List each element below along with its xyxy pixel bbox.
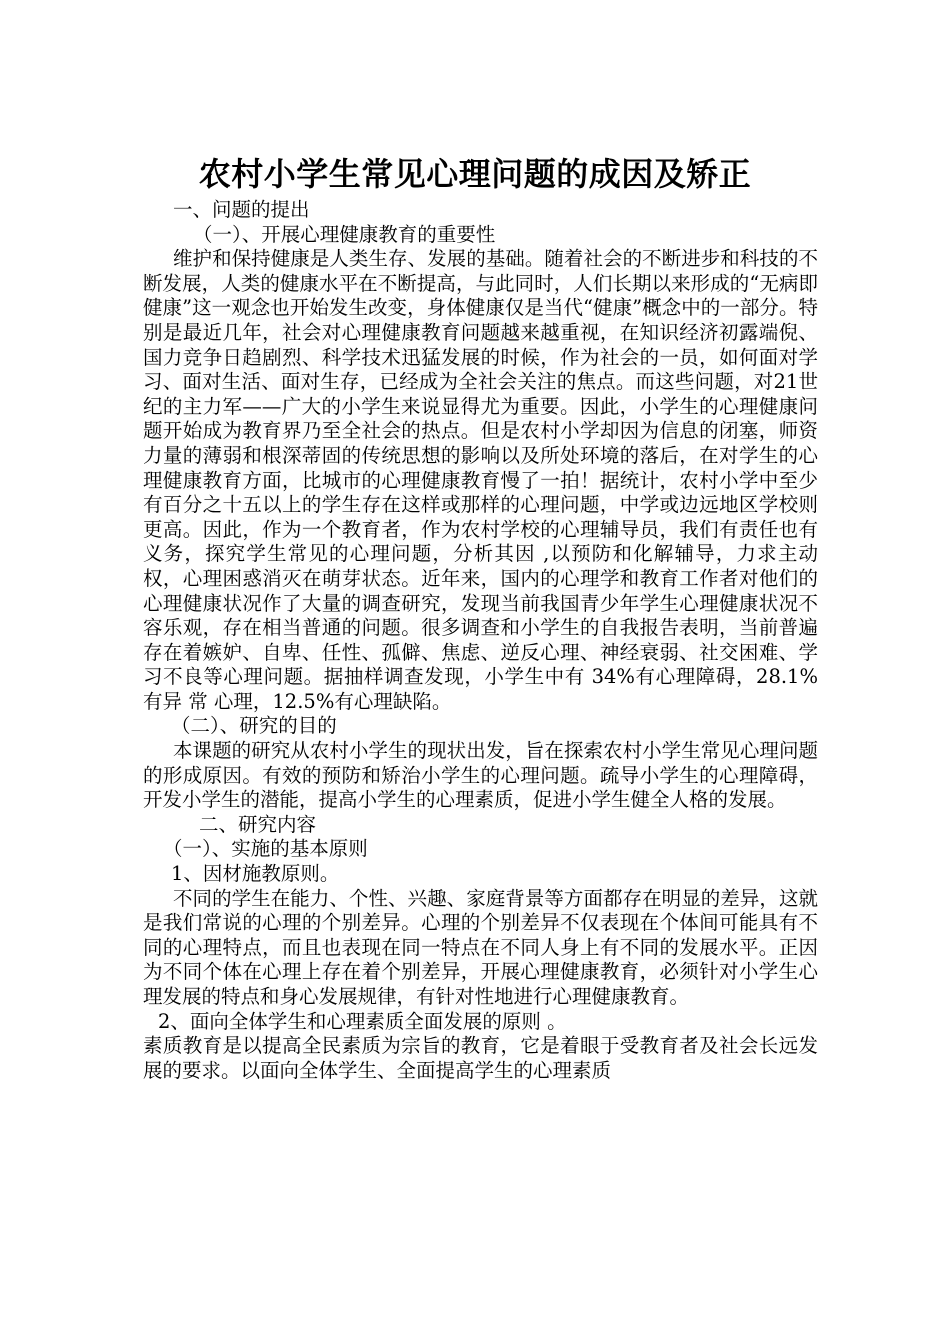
section-heading-1: 一、问题的提出	[173, 198, 310, 221]
subsection-heading-3: （一）、实施的基本原则	[163, 837, 368, 861]
paragraph-3: 不同的学生在能力、个性、兴趣、家庭背景等方面都存在明显的差异，这就是我们常说的心理的个别差异。心理的个别差异不仅表现在个体间可能具有不同的心理特点，而且也表现在同一特点在不同人身上有不同的发展水平。正因为不同个体在心理上存在着个别差异，开展心理健康教育，必须针对小学生心理发展的特点和身心发展规律，有针对性地进行心理健康教育。	[143, 886, 818, 1008]
paragraph-2: 本课题的研究从农村小学生的现状出发，旨在探索农村小学生常见心理问题的形成原因。有效的预防和矫治小学生的心理问题。疏导小学生的心理障碍，开发小学生的潜能，提高小学生的心理素质，促进小学生健全人格的发展。	[143, 739, 818, 812]
subsection-heading-2: （二）、研究的目的	[171, 714, 337, 738]
section-heading-2: 二、研究内容	[199, 812, 317, 836]
paragraph-1: 维护和保持健康是人类生存、发展的基础。随着社会的不断进步和科技的不断发展，人类的健康水平在不断提高，与此同时，人们长期以来形成的“无病即健康”这一观念也开始发生改变，身体健康仅是当代“健康”概念中的一部分。特别是最近几年，社会对心理健康教育问题越来越重视，在知识经济初露端倪、国力竞争日趋剧烈、科学技术迅猛发展的时候，作为社会的一员，如何面对学习、面对生活、面对生存，已经成为全社会关注的焦点。而这些问题，对21世纪的主力军——广大的小学生来说显得尤为重要。因此，小学生的心理健康问题开始成为教育界乃至全社会的热点。但是农村小学却因为信息的闭塞，师资力量的薄弱和根深蒂固的传统思想的影响以及所处环境的落后，在对学生的心理健康教育方面，比城市的心理健康教育慢了一拍！据统计，农村小学中至少有百分之十五以上的学生存在这样或那样的心理问题，中学或边远地区学校则更高。因此，作为一个教育者，作为农村学校的心理辅导员，我们有责任也有义务，探究学生常见的心理问题，分析其因 ,以预防和化解辅导，力求主动权，心理困惑消灭在萌芽状态。近年来，国内的心理学和教育工作者对他们的心理健康状况作了大量的调查研究，发现当前我国青少年学生心理健康状况不容乐观，存在相当普通的问题。很多调查和小学生的自我报告表明，当前普遍存在着嫉妒、自卑、任性、孤僻、焦虑、逆反心理、神经衰弱、社交困难、学习不良等心理问题。据抽样调查发现，小学生中有 34%有心理障碍，28.1%有异 常 心理，12.5%有心理缺陷。	[143, 247, 818, 713]
subsection-heading-1: （一）、开展心理健康教育的重要性	[193, 222, 496, 246]
item-heading-1: 1、因材施教原则。	[171, 862, 340, 886]
document-body	[143, 198, 818, 1083]
paragraph-4: 素质教育是以提高全民素质为宗旨的教育，它是着眼于受教育者及社会长远发展的要求。以面向全体学生、全面提高学生的心理素质	[143, 1034, 818, 1082]
document-title: 农村小学生常见心理问题的成因及矫正	[198, 155, 752, 193]
item-heading-2: 2、面向全体学生和心理素质全面发展的原则 。	[158, 1009, 567, 1033]
